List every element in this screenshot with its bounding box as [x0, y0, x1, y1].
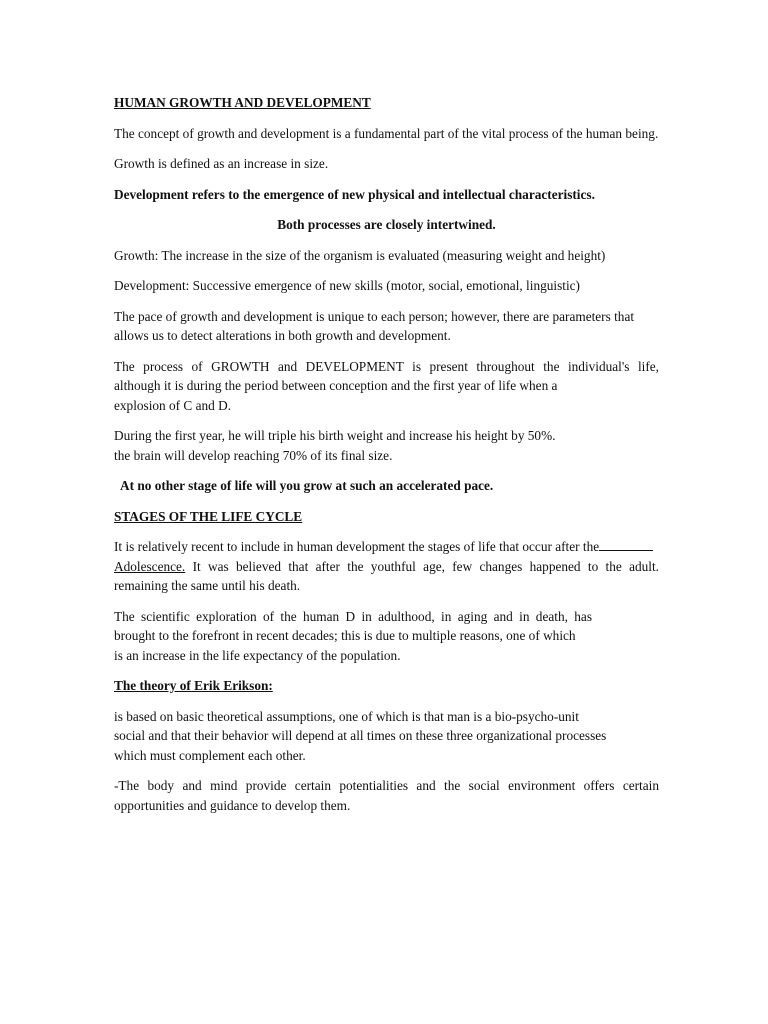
paragraph-growth-evaluation: Growth: The increase in the size of the organism is evaluated (measuring weight and height) [114, 247, 606, 263]
paragraph-first-year-line-2: the brain will develop reaching 70% of its final size. [114, 447, 393, 463]
paragraph-scientific-line-2: brought to the forefront in recent decades; this is due to multiple reasons, one of which [114, 628, 576, 643]
paragraph-life-stages [114, 537, 659, 596]
adolescence-underlined: Adolescence. [114, 558, 186, 574]
paragraph-life-stages-line-1 [114, 537, 659, 557]
paragraph-erikson-line-3: which must complement each other. [114, 747, 306, 763]
paragraph-scientific-line-3: is an increase in the life expectancy of the population. [114, 647, 401, 663]
paragraph-body-mind [114, 776, 659, 815]
paragraph-body-mind-line-1: -The body and mind provide certain potentialities and the social environment offers certain [114, 778, 659, 793]
paragraph-pace-line-1: The pace of growth and development is unique to each person; however, there are parameters that [114, 308, 635, 324]
paragraph-development-definition: Development refers to the emergence of new physical and intellectual characteristics. [114, 186, 595, 202]
paragraph-life-stages-line-2-rest: It was believed that after the youthful age, few changes happened to the adult. [185, 558, 659, 574]
section-heading-erikson: The theory of Erik Erikson: [114, 678, 273, 693]
blank-underline [599, 538, 653, 551]
paragraph-scientific-line-1: The scientific exploration of the human D in adulthood, in aging and in death, has [114, 608, 592, 624]
paragraph-erikson-theory [114, 707, 659, 766]
paragraph-scientific-exploration [114, 607, 659, 666]
paragraph-erikson-line-1: is based on basic theoretical assumptions, one of which is that man is a bio-psycho-unit [114, 708, 579, 724]
paragraph-growth-definition: Growth is defined as an increase in size. [114, 156, 329, 171]
paragraph-life-stages-line-1-text: It is relatively recent to include in human development the stages of life that occur after the [114, 539, 600, 554]
document-body [114, 93, 659, 826]
paragraph-intertwined: Both processes are closely intertwined. [277, 217, 496, 232]
paragraph-life-stages-line-3: remaining the same until his death. [114, 578, 301, 593]
paragraph-concept: The concept of growth and development is a fundamental part of the vital process of the human being. [114, 125, 659, 141]
section-heading-life-cycle: STAGES OF THE LIFE CYCLE [114, 508, 303, 524]
paragraph-accelerated-pace: At no other stage of life will you grow at such an accelerated pace. [120, 478, 494, 493]
paragraph-erikson-line-2: social and that their behavior will depend at all times on these three organizational processes [114, 728, 607, 743]
document-title: HUMAN GROWTH AND DEVELOPMENT [114, 95, 371, 110]
paragraph-pace [114, 307, 659, 346]
paragraph-life-stages-line-2 [114, 557, 659, 577]
paragraph-process-line-3: explosion of C and D. [114, 397, 232, 413]
paragraph-body-mind-line-2: opportunities and guidance to develop them. [114, 797, 351, 813]
paragraph-process-line-2: although it is during the period between conception and the first year of life when a [114, 378, 558, 393]
paragraph-development-skills: Development: Successive emergence of new skills (motor, social, emotional, linguistic) [114, 278, 580, 293]
paragraph-pace-line-2: allows us to detect alterations in both growth and development. [114, 328, 451, 343]
paragraph-process [114, 357, 659, 416]
paragraph-process-line-1: The process of GROWTH and DEVELOPMENT is present throughout the individual's life, [114, 358, 659, 374]
paragraph-first-year [114, 426, 659, 465]
paragraph-first-year-line-1: During the first year, he will triple his birth weight and increase his height by 50%. [114, 428, 556, 443]
